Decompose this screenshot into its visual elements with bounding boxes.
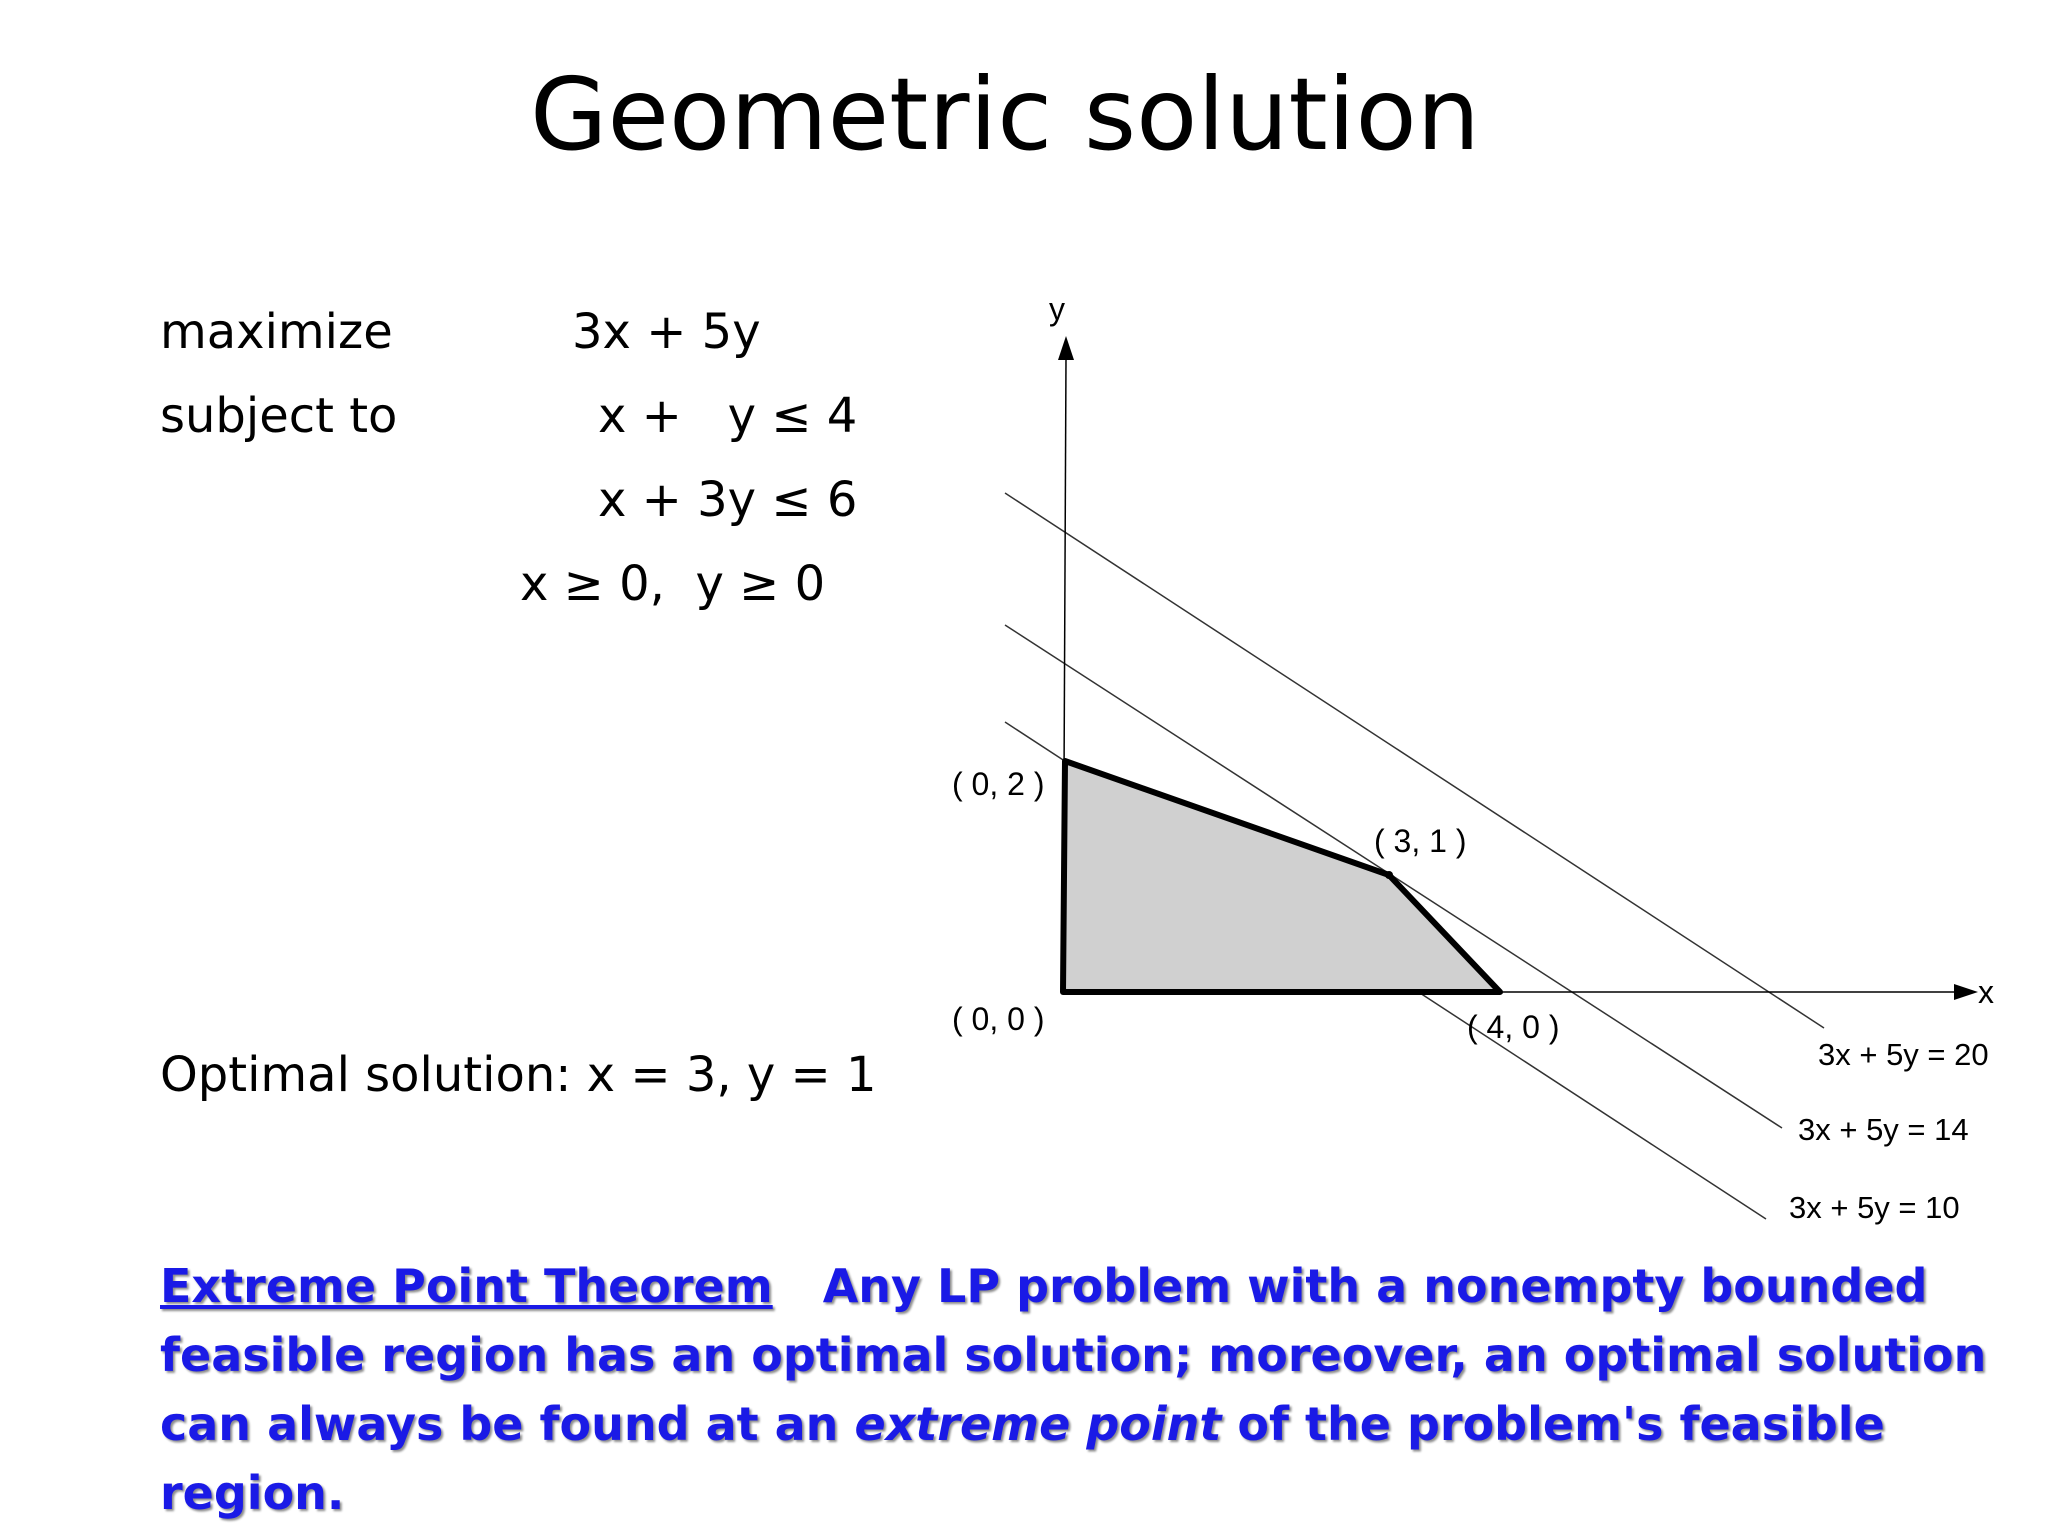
slide-title: Geometric solution xyxy=(530,56,1480,173)
vertex-label-0-0: ( 0, 0 ) xyxy=(952,1001,1045,1037)
vertex-dot xyxy=(1385,871,1393,879)
theorem-text-after: of the problem's feasible region. xyxy=(160,1397,1885,1520)
level-line-label-14: 3x + 5y = 14 xyxy=(1798,1112,1969,1147)
nonnegativity-constraint: x ≥ 0, y ≥ 0 xyxy=(520,556,826,612)
vertex-label-0-2: ( 0, 2 ) xyxy=(952,766,1045,802)
vertex-label-4-0: ( 4, 0 ) xyxy=(1467,1009,1560,1045)
constraint-2: x + 3y ≤ 6 xyxy=(598,472,858,528)
theorem-emphasis: extreme point xyxy=(854,1397,1222,1451)
x-axis-arrow-icon xyxy=(1954,984,1978,1000)
y-axis-arrow-icon xyxy=(1058,336,1074,360)
extreme-point-theorem xyxy=(160,1252,2010,1528)
y-axis-label: y xyxy=(1049,291,1065,327)
theorem-name: Extreme Point Theorem xyxy=(160,1259,773,1313)
theorem-text-before: Any LP problem with a nonempty bounded feasible region has an optimal solution; moreover, an optimal solution can always be found at an xyxy=(160,1259,1987,1451)
x-axis-label: x xyxy=(1978,974,1994,1010)
level-line-label-10: 3x + 5y = 10 xyxy=(1789,1190,1960,1225)
constraint-1: x + y ≤ 4 xyxy=(598,388,858,444)
level-line-label-20: 3x + 5y = 20 xyxy=(1818,1037,1989,1072)
vertex-label-3-1: ( 3, 1 ) xyxy=(1374,823,1467,859)
feasible-region xyxy=(1063,761,1500,992)
constraints-keyword: subject to xyxy=(160,388,398,444)
objective-keyword: maximize xyxy=(160,304,393,360)
optimal-solution: Optimal solution: x = 3, y = 1 xyxy=(160,1047,877,1103)
objective-expression: 3x + 5y xyxy=(572,304,761,360)
